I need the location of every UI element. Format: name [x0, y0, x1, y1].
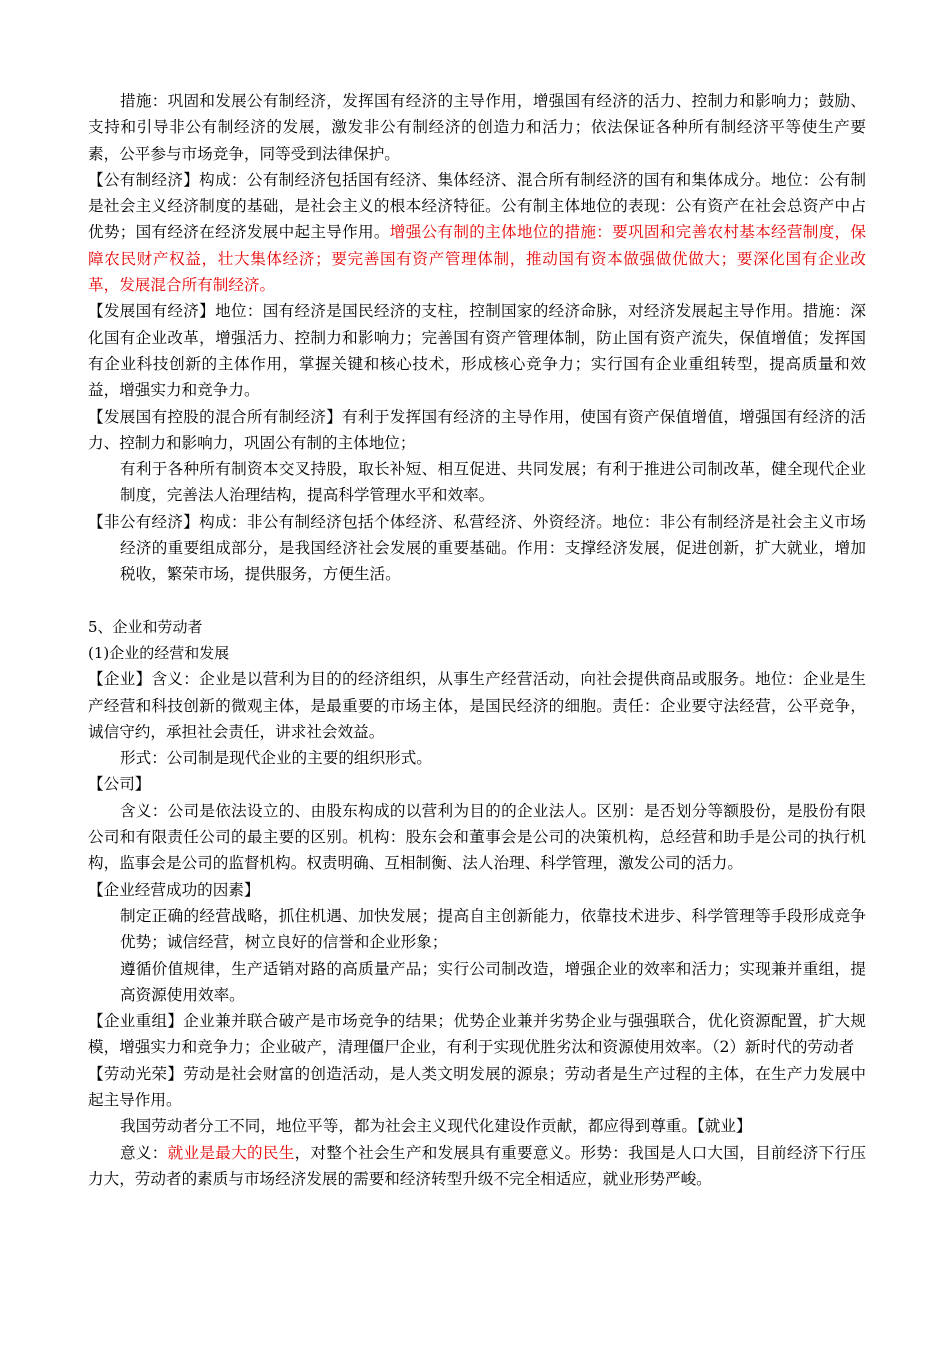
non-public-economy-paragraph: 【非公有经济】构成：非公有制经济包括个体经济、私营经济、外资经济。地位：非公有制经济是社会主义市场经济的重要组成部分，是我国经济社会发展的重要基础。作用：支撑经济发展，促进创新，扩大就业，增加税收，繁荣市场，提供服务，方便生活。 — [88, 512, 866, 584]
subsection-heading: (1)企业的经营和发展 — [88, 643, 230, 662]
employment-text-rest: ，对整个社会生产和发展具有重要意义。形势：我国是人口大国，目前经济下行压力大，劳动者的素质与市场经济发展的需要和经济转型升级不完全相适应，就业形势严峻。 — [88, 1143, 866, 1188]
document-page — [88, 88, 866, 1192]
employment-text-start: 意义： — [120, 1143, 168, 1162]
success-factors-paragraph-2: 遵循价值规律，生产适销对路的高质量产品；实行公司制改造，增强企业的效率和活力；实现兼并重组，提高资源使用效率。 — [120, 959, 866, 1004]
public-economy-paragraph — [88, 167, 866, 298]
enterprise-form-paragraph: 形式：公司制是现代企业的主要的组织形式。 — [120, 749, 432, 768]
company-label: 【公司】 — [88, 775, 151, 794]
success-factors-paragraph-1: 制定正确的经营战略，抓住机遇、加快发展；提高自主创新能力，依靠技术进步、科学管理等手段形成竞争优势；诚信经营，树立良好的信誉和企业形象； — [120, 906, 866, 952]
section-heading: 5、企业和劳动者 — [88, 617, 203, 636]
restructuring-paragraph: 【企业重组】企业兼并联合破产是市场竞争的结果；优势企业兼并劣势企业与强强联合，优化资源配置，扩大规模，增强实力和竞争力；企业破产，清理僵尸企业，有利于实现优胜劣汰和资源使用效率。（2）新时代的劳动者 — [88, 1012, 866, 1057]
state-economy-paragraph: 【发展国有经济】地位：国有经济是国民经济的支柱，控制国家的经济命脉，对经济发展起主导作用。措施：深化国有企业改革，增强活力、控制力和影响力；完善国有资产管理体制，防止国有资产流失，保值增值；发挥国有企业科技创新的主体作用，掌握关键和核心技术，形成核心竞争力；实行国有企业重组转型，提高质量和效益，增强实力和竞争力。 — [88, 302, 866, 400]
success-factors-label: 【企业经营成功的因素】 — [88, 880, 260, 899]
enterprise-paragraph: 【企业】含义：企业是以营利为目的的经济组织，从事生产经营活动，向社会提供商品或服务。地位：企业是生产经营和科技创新的微观主体，是最重要的市场主体，是国民经济的细胞。责任：企业要守法经营，公平竞争，诚信守约，承担社会责任，讲求社会效益。 — [88, 670, 866, 741]
mixed-ownership-paragraph: 【发展国有控股的混合所有制经济】有利于发挥国有经济的主导作用，使国有资产保值增值，增强国有经济的活力、控制力和影响力，巩固公有制的主体地位； — [88, 407, 866, 452]
employment-highlight: 就业是最大的民生 — [167, 1143, 295, 1162]
employment-paragraph — [88, 1140, 866, 1193]
public-economy-text: 【公有制经济】构成：公有制经济包括国有经济、集体经济、混合所有制经济的国有和集体成分。地位：公有制是社会主义经济制度的基础，是社会主义的根本经济特征。公有制主体地位的表现：公有资产在社会总资产中占优势；国有经济在经济发展中起主导作用。 — [88, 170, 866, 242]
company-paragraph: 含义：公司是依法设立的、由股东构成的以营利为目的的企业法人。区别：是否划分等额股份，是股份有限公司和有限责任公司的最主要的区别。机构：股东会和董事会是公司的决策机构，总经营和助手是公司的执行机构，监事会是公司的监督机构。权责明确、互相制衡、法人治理、科学管理，激发公司的活力。 — [88, 801, 866, 873]
labor-equality-paragraph: 我国劳动者分工不同，地位平等，都为社会主义现代化建设作贡献，都应得到尊重。【就业】 — [120, 1117, 752, 1136]
mixed-ownership-benefits-paragraph: 有利于各种所有制资本交叉持股，取长补短、相互促进、共同发展；有利于推进公司制改革，健全现代企业制度，完善法人治理结构，提高科学管理水平和效率。 — [120, 460, 866, 505]
public-economy-measures-highlight: 增强公有制的主体地位的措施：要巩固和完善农村基本经营制度，保障农民财产权益，壮大集体经济；要完善国有资产管理体制，推动国有资本做强做优做大；要深化国有企业改革，发展混合所有制经济。 — [88, 223, 866, 295]
labor-glory-paragraph: 【劳动光荣】劳动是社会财富的创造活动，是人类文明发展的源泉；劳动者是生产过程的主体，在生产力发展中起主导作用。 — [88, 1064, 866, 1109]
section-gap — [88, 588, 866, 614]
measures-paragraph: 措施：巩固和发展公有制经济，发挥国有经济的主导作用，增强国有经济的活力、控制力和影响力；鼓励、支持和引导非公有制经济的发展，激发非公有制经济的创造力和活力；依法保证各种所有制经济平等使生产要素，公平参与市场竞争，同等受到法律保护。 — [88, 92, 866, 163]
